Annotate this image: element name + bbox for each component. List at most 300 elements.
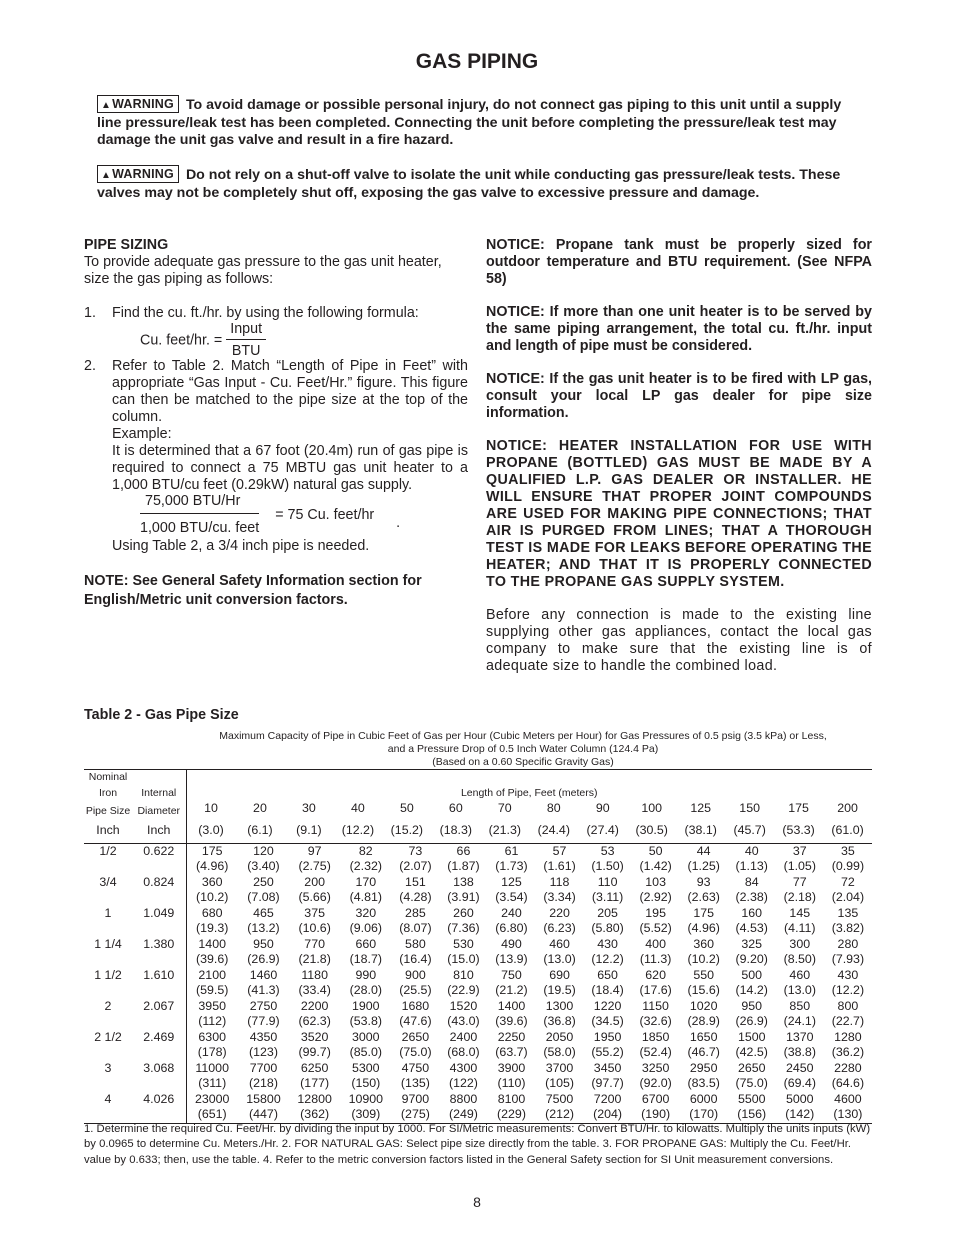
length-feet-header: 10 (204, 801, 218, 815)
capacity-cfh: 7200 (593, 1091, 622, 1106)
capacity-cmh: (68.0) (447, 1045, 480, 1059)
capacity-cfh: 3700 (545, 1060, 574, 1075)
length-meters-header: (18.3) (439, 823, 473, 837)
capacity-cmh: (4.96) (687, 921, 720, 935)
formula-denominator: BTU (231, 343, 261, 359)
capacity-cell (391, 1030, 439, 1061)
capacity-cmh: (4.96) (196, 859, 229, 873)
capacity-cmh: (13.2) (247, 921, 280, 935)
capacity-cell (824, 968, 872, 999)
capacity-cmh: (15.6) (687, 983, 720, 997)
length-feet-header: 200 (837, 801, 858, 815)
capacity-cell (632, 1030, 680, 1061)
capacity-cmh: (32.6) (639, 1014, 672, 1028)
capacity-cmh: (22.7) (831, 1014, 865, 1028)
capacity-cmh: (9.20) (735, 952, 768, 966)
capacity-cmh: (177) (300, 1076, 330, 1090)
capacity-cell (776, 1092, 824, 1124)
capacity-cell (776, 906, 824, 937)
internal-diameter-cell: 1.049 (143, 905, 175, 920)
propane-tank-notice: NOTICE: Propane tank must be properly sized for outdoor temperature and BTU requirement. (See NFPA 58) (486, 237, 872, 287)
page-number: 8 (473, 1194, 481, 1210)
capacity-cfh: 8100 (497, 1091, 526, 1106)
capacity-cfh: 2200 (300, 998, 329, 1013)
capacity-cell (824, 906, 872, 937)
formula (140, 321, 468, 360)
length-meters-header: (53.3) (782, 823, 815, 837)
capacity-cfh: 118 (549, 874, 570, 889)
formula-lhs: Cu. feet/hr. = (140, 332, 223, 349)
capacity-cmh: (43.0) (447, 1014, 480, 1028)
capacity-cell (439, 968, 487, 999)
capacity-cell (536, 1092, 584, 1124)
capacity-cmh: (24.1) (783, 1014, 816, 1028)
capacity-cfh: 4300 (449, 1060, 478, 1075)
capacity-cell (487, 968, 535, 999)
capacity-cfh: 61 (504, 843, 519, 858)
capacity-cell (487, 1030, 535, 1061)
capacity-cell (186, 906, 238, 937)
capacity-cmh: (28.0) (349, 983, 382, 997)
capacity-cmh: (10.2) (687, 952, 720, 966)
capacity-cfh: 15800 (246, 1091, 281, 1106)
header-pipe-size: Pipe Size (85, 805, 131, 818)
capacity-cell (680, 937, 728, 968)
capacity-cfh: 465 (253, 905, 274, 920)
capacity-cmh: (1.13) (735, 859, 768, 873)
capacity-cmh: (5.66) (298, 890, 331, 904)
capacity-cfh: 1900 (352, 998, 380, 1013)
table-caption-line: and a Pressure Drop of 0.5 Inch Water Column (124.4 Pa) (387, 743, 659, 755)
length-meters-header: (12.2) (341, 823, 375, 837)
capacity-cmh: (10.2) (196, 890, 229, 904)
capacity-cmh: (2.75) (298, 859, 331, 873)
step-1 (84, 305, 468, 360)
capacity-cell (391, 1092, 439, 1124)
capacity-cmh: (112) (198, 1014, 227, 1028)
warning-badge-label: WARNING (112, 167, 174, 181)
capacity-cmh: (10.6) (298, 921, 331, 935)
capacity-cell (238, 999, 289, 1030)
capacity-cfh: 138 (453, 874, 474, 889)
capacity-cmh: (28.9) (687, 1014, 720, 1028)
capacity-cfh: 2450 (785, 1060, 814, 1075)
capacity-cfh: 7500 (545, 1091, 574, 1106)
capacity-cell (536, 999, 584, 1030)
capacity-cfh: 1400 (198, 936, 226, 951)
capacity-cell (680, 875, 728, 906)
length-meters-header: (15.2) (390, 823, 424, 837)
capacity-cell (340, 1092, 391, 1124)
capacity-cell (728, 843, 776, 875)
capacity-cell (487, 937, 535, 968)
capacity-cell (632, 999, 680, 1030)
capacity-cmh: (21.8) (298, 952, 331, 966)
capacity-cfh: 77 (792, 874, 807, 889)
capacity-cell (340, 968, 391, 999)
capacity-cfh: 11000 (195, 1060, 229, 1075)
capacity-cmh: (130) (833, 1107, 863, 1121)
capacity-cmh: (19.5) (543, 983, 576, 997)
capacity-cfh: 7700 (249, 1060, 278, 1075)
capacity-cfh: 460 (549, 936, 570, 951)
capacity-cmh: (17.6) (639, 983, 672, 997)
length-meters-row (187, 823, 873, 839)
capacity-cfh: 125 (501, 874, 522, 889)
capacity-cmh: (447) (249, 1107, 278, 1121)
capacity-cell (728, 1030, 776, 1061)
table-title: Table 2 - Gas Pipe Size (84, 707, 239, 723)
capacity-cfh: 5000 (785, 1091, 814, 1106)
length-feet-header: 80 (546, 801, 561, 815)
capacity-cfh: 6250 (300, 1060, 329, 1075)
capacity-cfh: 2400 (449, 1029, 478, 1044)
internal-diameter-cell: 0.622 (132, 843, 186, 875)
capacity-cmh: (135) (400, 1076, 430, 1090)
capacity-cfh: 990 (355, 967, 377, 982)
capacity-cmh: (99.7) (298, 1045, 331, 1059)
table-caption (84, 730, 954, 769)
capacity-cmh: (13.0) (543, 952, 576, 966)
capacity-cell (238, 875, 289, 906)
example-denominator: 1,000 BTU/cu. feet (140, 520, 260, 536)
capacity-cmh: (150) (351, 1076, 381, 1090)
capacity-cmh: (0.99) (831, 859, 865, 873)
capacity-cfh: 4600 (834, 1091, 862, 1106)
capacity-cell (186, 937, 238, 968)
capacity-cmh: (13.9) (495, 952, 528, 966)
step-1-text: Find the cu. ft./hr. by using the following formula: (112, 305, 419, 321)
capacity-cell (238, 1030, 289, 1061)
capacity-cfh: 1220 (593, 998, 622, 1013)
capacity-cmh: (170) (689, 1107, 719, 1121)
capacity-cell (776, 875, 824, 906)
capacity-cfh: 145 (789, 905, 811, 920)
capacity-cell (584, 875, 632, 906)
step-number: 2. (84, 358, 96, 374)
capacity-cell (536, 906, 584, 937)
capacity-cell (632, 937, 680, 968)
notices-section (486, 237, 872, 675)
capacity-cell (439, 843, 487, 875)
capacity-cell (289, 999, 340, 1030)
capacity-cell (439, 1061, 487, 1092)
pipe-sizing-intro: To provide adequate gas pressure to the gas unit heater, size the gas piping as follows: (84, 254, 442, 287)
capacity-cfh: 44 (696, 843, 711, 858)
table-caption-line: (Based on a 0.60 Specific Gravity Gas) (432, 756, 614, 768)
pipe-size-cell: 2 (104, 998, 112, 1013)
capacity-cell (340, 843, 391, 875)
capacity-cfh: 6300 (198, 1029, 226, 1044)
capacity-cell (238, 968, 289, 999)
length-feet-header: 175 (788, 801, 809, 815)
capacity-cell (487, 1092, 535, 1124)
capacity-cell (632, 968, 680, 999)
capacity-cfh: 1280 (834, 1029, 862, 1044)
capacity-cmh: (85.0) (349, 1045, 382, 1059)
table-row (84, 1092, 872, 1124)
capacity-cfh: 550 (693, 967, 715, 982)
capacity-cfh: 195 (645, 905, 666, 920)
capacity-cmh: (212) (545, 1107, 574, 1121)
capacity-cmh: (25.5) (399, 983, 432, 997)
capacity-cmh: (47.6) (399, 1014, 432, 1028)
capacity-cmh: (53.8) (349, 1014, 382, 1028)
capacity-cell (680, 906, 728, 937)
capacity-cfh: 2950 (689, 1060, 718, 1075)
capacity-cfh: 10900 (348, 1091, 384, 1106)
pipe-size-cell: 1 1/4 (94, 936, 122, 951)
capacity-cmh: (13.0) (783, 983, 816, 997)
capacity-cell (487, 843, 535, 875)
length-meters-header: (3.0) (198, 823, 224, 837)
capacity-cell (536, 843, 584, 875)
capacity-cmh: (12.2) (591, 952, 624, 966)
capacity-cfh: 2250 (497, 1029, 526, 1044)
capacity-cfh: 300 (789, 936, 811, 951)
capacity-cfh: 205 (597, 905, 618, 920)
internal-diameter-cell: 3.068 (143, 1060, 175, 1075)
capacity-cfh: 770 (304, 936, 325, 951)
table-row (84, 843, 872, 875)
capacity-cmh: (5.80) (591, 921, 624, 935)
capacity-cmh: (2.18) (783, 890, 816, 904)
capacity-cfh: 53 (600, 843, 615, 858)
capacity-cfh: 360 (201, 874, 223, 889)
capacity-cmh: (18.7) (349, 952, 382, 966)
capacity-cmh: (3.40) (247, 859, 280, 873)
example-label: Example: (112, 426, 172, 442)
length-feet-header: 60 (448, 801, 463, 815)
capacity-cfh: 23000 (194, 1091, 230, 1106)
capacity-cfh: 460 (789, 967, 811, 982)
capacity-cfh: 260 (453, 905, 474, 920)
warning-badge (97, 95, 179, 113)
length-feet-header: 70 (497, 801, 512, 815)
capacity-cell (186, 875, 238, 906)
capacity-cmh: (9.06) (349, 921, 382, 935)
length-meters-header: (6.1) (247, 823, 273, 837)
capacity-cell (186, 1030, 238, 1061)
capacity-cfh: 3000 (352, 1029, 380, 1044)
capacity-cfh: 250 (253, 874, 274, 889)
capacity-cfh: 3900 (497, 1060, 526, 1075)
capacity-cmh: (2.38) (735, 890, 768, 904)
header-diameter: Diameter (137, 805, 181, 818)
capacity-cfh: 360 (693, 936, 715, 951)
capacity-cfh: 1370 (785, 1029, 814, 1044)
pipe-size-cell: 1/2 (84, 843, 132, 875)
capacity-cfh: 680 (201, 905, 223, 920)
capacity-cmh: (34.5) (591, 1014, 624, 1028)
capacity-cmh: (1.61) (543, 859, 576, 873)
capacity-cell (584, 937, 632, 968)
capacity-cmh: (36.2) (831, 1045, 865, 1059)
table-row (84, 968, 872, 999)
capacity-cmh: (7.08) (247, 890, 280, 904)
capacity-cell (824, 999, 872, 1030)
capacity-cmh: (14.2) (735, 983, 768, 997)
capacity-cfh: 500 (741, 967, 763, 982)
example-conclusion: Using Table 2, a 3/4 inch pipe is needed. (112, 538, 370, 554)
capacity-cell (487, 999, 535, 1030)
internal-diameter-cell: 1.380 (143, 936, 175, 951)
capacity-cmh: (122) (448, 1076, 478, 1090)
capacity-cmh: (38.8) (783, 1045, 816, 1059)
header-inch: Inch (96, 823, 120, 837)
capacity-cfh: 2050 (545, 1029, 574, 1044)
warning-block-1 (97, 95, 860, 150)
length-meters-header: (9.1) (296, 823, 322, 837)
capacity-cfh: 3450 (593, 1060, 622, 1075)
capacity-cfh: 84 (744, 874, 759, 889)
length-feet-header: 125 (690, 801, 712, 815)
warning-badge-label: WARNING (112, 97, 174, 111)
capacity-cell (776, 1030, 824, 1061)
capacity-cfh: 400 (645, 936, 666, 951)
capacity-cmh: (110) (497, 1076, 526, 1090)
capacity-cmh: (75.0) (399, 1045, 432, 1059)
table-row (84, 906, 872, 937)
capacity-cfh: 110 (597, 874, 618, 889)
capacity-cfh: 1850 (641, 1029, 670, 1044)
capacity-cmh: (2.04) (831, 890, 865, 904)
capacity-cell (340, 1061, 391, 1092)
capacity-cfh: 82 (358, 843, 373, 858)
capacity-cfh: 1650 (689, 1029, 718, 1044)
capacity-cell (680, 968, 728, 999)
capacity-cell (584, 1030, 632, 1061)
capacity-cfh: 850 (789, 998, 811, 1013)
capacity-cmh: (1.50) (591, 859, 624, 873)
capacity-cfh: 800 (837, 998, 859, 1013)
capacity-cell (186, 999, 238, 1030)
capacity-cmh: (4.28) (399, 890, 432, 904)
capacity-cmh: (3.82) (831, 921, 865, 935)
example-calculation (140, 493, 468, 537)
capacity-cfh: 2650 (737, 1060, 766, 1075)
capacity-cell (728, 1092, 776, 1124)
capacity-cmh: (55.2) (591, 1045, 624, 1059)
capacity-cell (340, 937, 391, 968)
capacity-cfh: 72 (841, 874, 855, 889)
example-numerator: 75,000 BTU/Hr (140, 493, 259, 514)
capacity-cfh: 285 (405, 905, 426, 920)
capacity-cell (680, 1030, 728, 1061)
capacity-cfh: 1950 (593, 1029, 622, 1044)
capacity-cmh: (218) (249, 1076, 278, 1090)
capacity-cfh: 97 (307, 843, 322, 858)
example-period: . (396, 514, 401, 531)
capacity-cfh: 35 (841, 843, 855, 858)
capacity-cell (728, 875, 776, 906)
capacity-cfh: 490 (501, 936, 522, 951)
capacity-cfh: 3520 (300, 1029, 329, 1044)
capacity-cfh: 320 (355, 905, 377, 920)
capacity-cmh: (3.34) (543, 890, 576, 904)
capacity-cmh: (26.9) (247, 952, 280, 966)
capacity-cell (186, 843, 238, 875)
capacity-cell (536, 1030, 584, 1061)
capacity-cell (238, 843, 289, 875)
length-meters-header: (30.5) (635, 823, 668, 837)
capacity-cell (391, 1061, 439, 1092)
capacity-cmh: (75.0) (735, 1076, 768, 1090)
capacity-cmh: (12.2) (831, 983, 865, 997)
capacity-cfh: 1300 (545, 998, 574, 1013)
capacity-cfh: 2650 (401, 1029, 430, 1044)
capacity-cell (439, 999, 487, 1030)
capacity-cmh: (8.50) (783, 952, 816, 966)
capacity-cfh: 6700 (641, 1091, 670, 1106)
capacity-cfh: 750 (501, 967, 522, 982)
capacity-cmh: (309) (351, 1107, 381, 1121)
capacity-cmh: (3.54) (495, 890, 528, 904)
example-text: It is determined that a 67 foot (20.4m) run of gas pipe is required to connect a 75 MBTU gas unit heater to a 1,000 BTU/cu feet (0.29kW) natural gas supply. (112, 443, 468, 493)
length-meters-header: (24.4) (537, 823, 570, 837)
table-caption-line: Maximum Capacity of Pipe in Cubic Feet of Gas per Hour (Cubic Meters per Hour) for Gas Pressures of 0.5 psig (3.5 kPa) or Less, (219, 730, 827, 742)
capacity-cfh: 5500 (737, 1091, 766, 1106)
example-result: = 75 Cu. feet/hr (275, 506, 375, 523)
capacity-cell (632, 843, 680, 875)
capacity-cfh: 2280 (834, 1060, 862, 1075)
table-row (84, 937, 872, 968)
gas-pipe-size-table (84, 769, 872, 1124)
capacity-cell (439, 1030, 487, 1061)
capacity-cell (776, 999, 824, 1030)
capacity-cell (487, 875, 535, 906)
capacity-cell (632, 1061, 680, 1092)
capacity-cmh: (18.4) (591, 983, 624, 997)
pipe-size-cell: 4 (84, 1092, 132, 1124)
capacity-cell (340, 1030, 391, 1061)
internal-diameter-cell: 4.026 (132, 1092, 186, 1124)
capacity-cell (536, 937, 584, 968)
capacity-cell (632, 875, 680, 906)
capacity-cmh: (1.05) (783, 859, 816, 873)
page-title: GAS PIPING (415, 50, 539, 73)
length-meters-header: (27.4) (586, 823, 619, 837)
capacity-cfh: 690 (549, 967, 570, 982)
example-fraction (140, 493, 259, 537)
capacity-cell (439, 875, 487, 906)
existing-line-paragraph: Before any connection is made to the existing line supplying other gas appliances, contact the local gas company to make sure that the existing line is of adequate size to handle the combined load. (486, 607, 872, 674)
capacity-cell (632, 1092, 680, 1124)
capacity-cmh: (2.63) (687, 890, 720, 904)
capacity-cfh: 66 (456, 843, 471, 858)
capacity-cell (439, 937, 487, 968)
capacity-cell (824, 937, 872, 968)
capacity-cell (238, 937, 289, 968)
capacity-cmh: (83.5) (687, 1076, 720, 1090)
formula-fraction (226, 321, 266, 360)
capacity-cmh: (178) (197, 1045, 227, 1059)
capacity-cfh: 135 (837, 905, 859, 920)
length-meters-header: (45.7) (733, 823, 766, 837)
capacity-cell (289, 968, 340, 999)
capacity-cmh: (3.91) (447, 890, 480, 904)
capacity-cfh: 325 (741, 936, 763, 951)
capacity-cfh: 103 (645, 874, 666, 889)
capacity-cfh: 3950 (198, 998, 226, 1013)
capacity-cfh: 5300 (352, 1060, 380, 1075)
length-meters-header: (38.1) (684, 823, 717, 837)
capacity-cell (584, 968, 632, 999)
capacity-cfh: 430 (837, 967, 859, 982)
capacity-cmh: (1.42) (639, 859, 672, 873)
capacity-cmh: (5.52) (639, 921, 672, 935)
metric-conversion-note: NOTE: See General Safety Information section for English/Metric unit conversion factors. (84, 573, 422, 608)
